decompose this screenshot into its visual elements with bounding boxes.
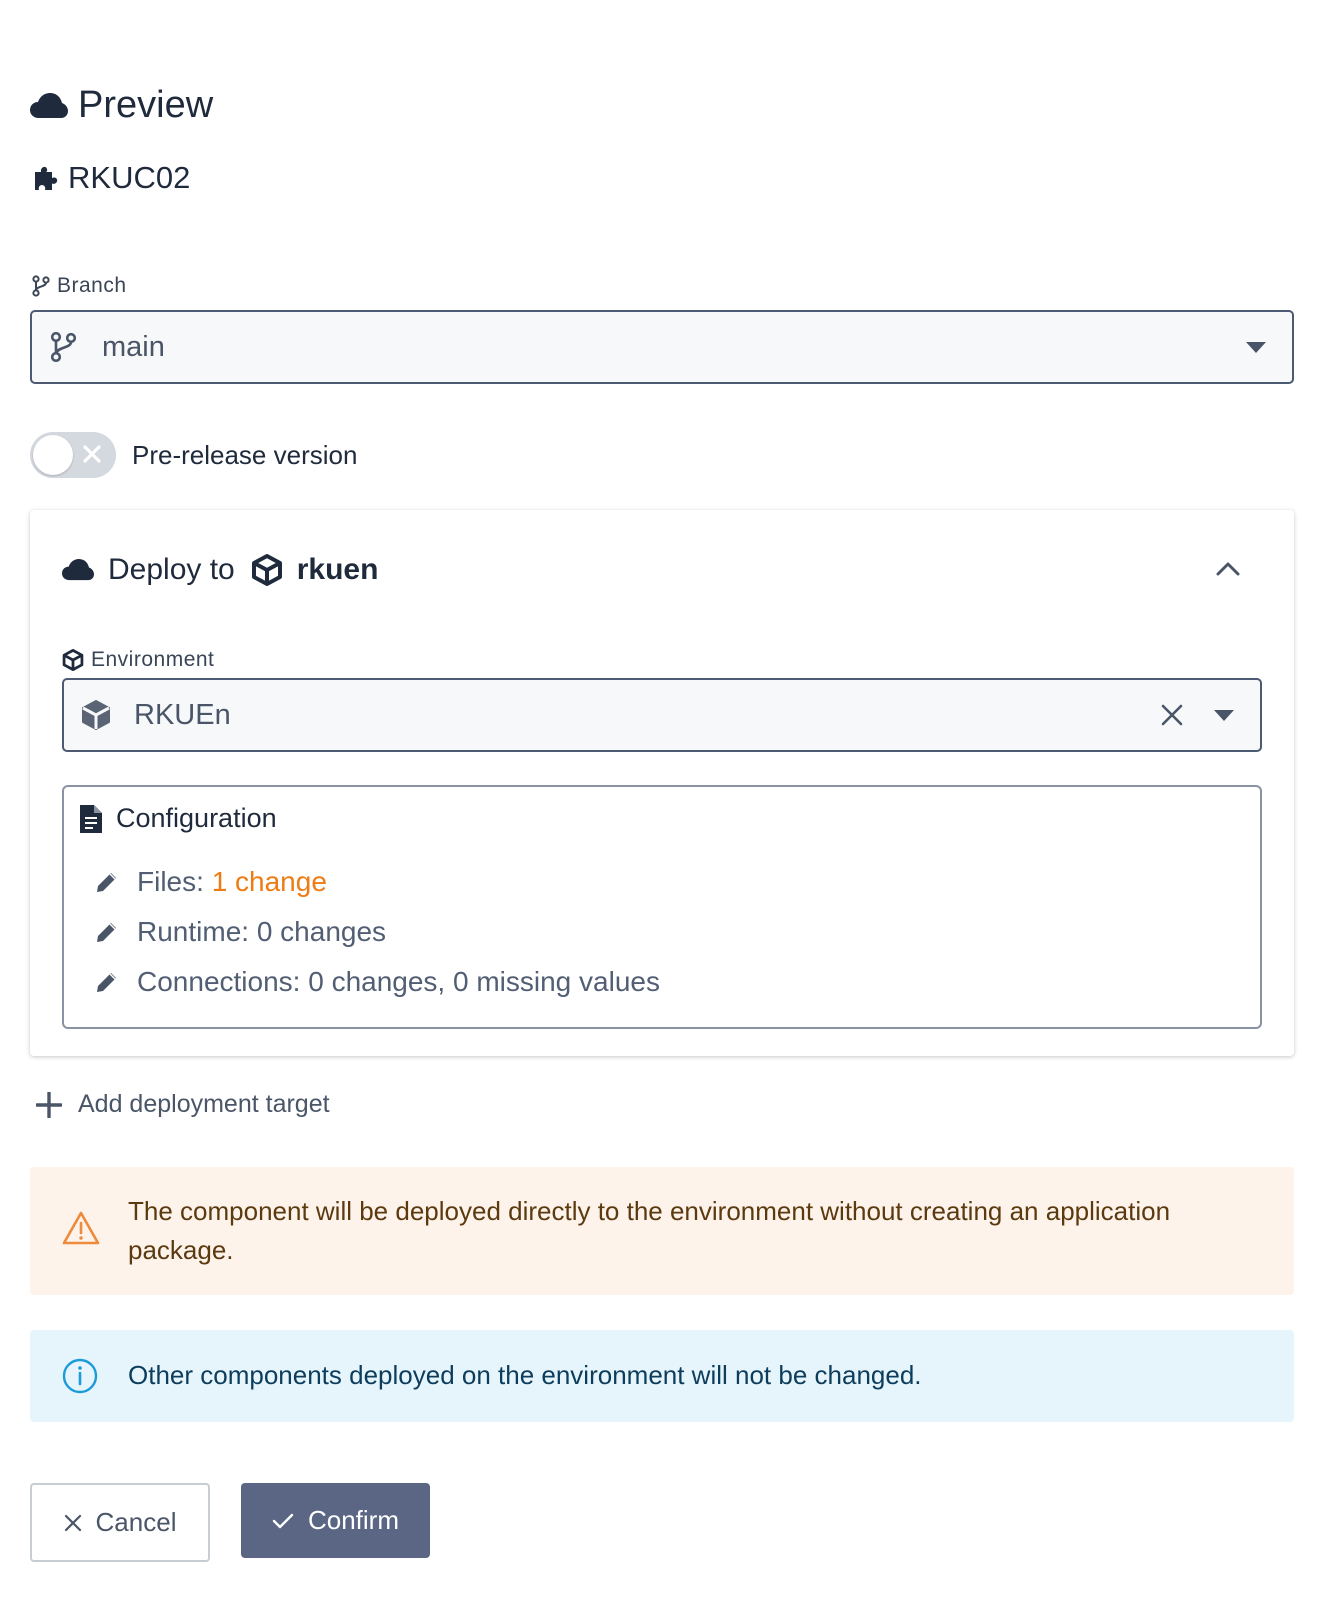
config-row-connections: Connections: 0 changes, 0 missing values — [95, 966, 660, 998]
add-deployment-target-button[interactable]: Add deployment target — [36, 1090, 330, 1119]
cube-icon — [251, 554, 283, 586]
configuration-header — [80, 803, 277, 834]
document-icon — [80, 805, 102, 833]
cube-icon — [62, 649, 84, 671]
close-icon — [64, 1514, 82, 1532]
warning-alert — [30, 1167, 1294, 1295]
cloud-icon — [30, 92, 68, 120]
git-branch-icon — [32, 275, 50, 297]
environment-value: RKUEn — [134, 698, 231, 731]
config-row-files: Files: 1 change — [95, 866, 327, 898]
clear-icon[interactable] — [1160, 703, 1184, 727]
runtime-change-count: 0 changes — [256, 916, 387, 947]
deployment-target-header — [62, 553, 378, 587]
info-text: Other components deployed on the environment will not be changed. — [128, 1360, 922, 1390]
cube-icon — [80, 699, 112, 731]
chevron-up-icon[interactable] — [1216, 560, 1240, 576]
pencil-icon — [95, 970, 119, 994]
configuration-title: Configuration — [116, 803, 277, 833]
check-icon — [272, 1512, 294, 1530]
git-branch-icon — [50, 331, 78, 363]
cancel-button[interactable]: Cancel — [30, 1483, 210, 1562]
branch-field-label: Branch — [32, 274, 127, 298]
environment-field-label: Environment — [62, 648, 214, 672]
connections-change-count: 0 changes, 0 missing values — [308, 966, 660, 997]
toggle-knob — [33, 435, 73, 475]
puzzle-piece-icon — [32, 164, 60, 192]
info-alert — [30, 1330, 1294, 1422]
environment-select[interactable] — [62, 678, 1262, 752]
branch-select[interactable] — [30, 310, 1294, 384]
pencil-icon — [95, 920, 119, 944]
config-row-runtime: Runtime: 0 changes — [95, 916, 386, 948]
close-icon — [81, 443, 103, 465]
deploy-environment-name: rkuen — [296, 553, 379, 586]
confirm-button[interactable]: Confirm — [241, 1483, 430, 1558]
warning-icon — [62, 1211, 100, 1245]
chevron-down-icon[interactable] — [1246, 342, 1266, 353]
pencil-icon — [95, 870, 119, 894]
info-icon — [62, 1358, 98, 1394]
branch-value: main — [102, 330, 165, 363]
deploy-to-label: Deploy to — [108, 553, 235, 586]
files-change-count: 1 change — [211, 866, 327, 897]
page-title: Preview — [78, 84, 214, 126]
prerelease-toggle[interactable] — [30, 432, 116, 478]
component-heading — [32, 160, 190, 196]
chevron-down-icon[interactable] — [1214, 710, 1234, 721]
cloud-icon — [62, 558, 94, 582]
page-header — [30, 84, 213, 127]
prerelease-label: Pre-release version — [132, 440, 358, 470]
plus-icon — [36, 1092, 62, 1118]
warning-text: The component will be deployed directly to the environment without creating an application package. — [128, 1196, 1171, 1265]
component-name: RKUC02 — [68, 160, 191, 195]
